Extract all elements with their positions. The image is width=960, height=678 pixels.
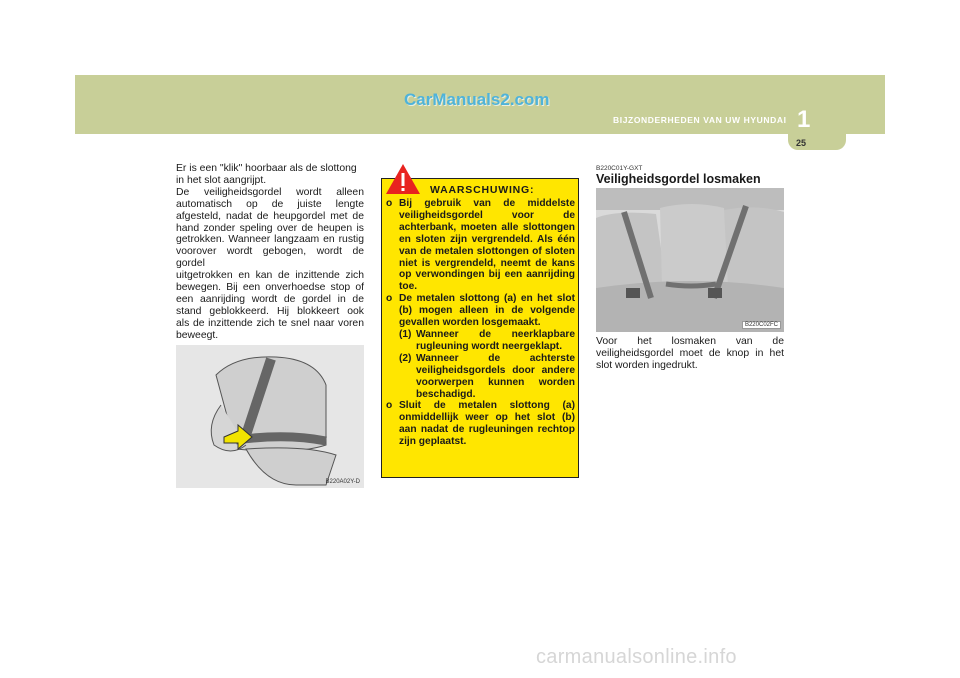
warning-item [386, 293, 575, 400]
seatbelt-paragraph [176, 163, 364, 342]
sub-item-text: Wanneer de neerklapbare rugleuning wordt neergeklapt. [416, 328, 575, 352]
section-title: Veiligheidsgordel losmaken [596, 172, 761, 186]
sub-item-text: Wanneer de achterste veiligheidsgordels door andere voorwerpen kunnen worden beschadigd. [416, 352, 575, 400]
paragraph-line: Er is een "klik" hoorbaar als de slottong [176, 163, 357, 174]
sub-item-number: (1) [399, 328, 412, 340]
rear-seat-drawing [596, 188, 784, 332]
paragraph-line: uitgetrokken en kan de inzittende zich [176, 270, 364, 282]
bullet: o [386, 198, 393, 209]
site-watermark[interactable]: CarManuals2.com [404, 90, 550, 109]
unfasten-paragraph: Voor het losmaken van de veiligheidsgordel moet de knop in het slot worden ingedrukt. [596, 336, 784, 371]
warning-item [386, 198, 575, 293]
page-number: 25 [796, 138, 807, 148]
warning-item-text: De metalen slottong (a) en het slot (b) mogen alleen in de volgende gevallen worden losgemaakt. [399, 293, 575, 329]
figure-code: B220A02Y-D [325, 479, 360, 485]
warning-sub-item [399, 329, 575, 353]
paragraph-line: De veiligheidsgordel wordt alleen [176, 186, 364, 198]
warning-sub-list [399, 329, 575, 400]
warning-sub-item [399, 353, 575, 401]
section-code: B220C01Y-GXT [596, 165, 643, 172]
paragraph-line: als de inzittende zich te snel naar voren [176, 317, 364, 329]
bullet: o [386, 293, 393, 305]
seatbelt-fastening-illustration [176, 345, 364, 488]
warning-item [386, 400, 575, 448]
paragraph-line: een aanrijding wordt de gordel in de [176, 293, 364, 305]
warning-title: WAARSCHUWING: [430, 184, 535, 196]
bullet: o [386, 400, 393, 412]
paragraph-line: hand zonder speling over de heupen is [176, 222, 364, 234]
warning-list [386, 198, 575, 448]
paragraph-line: stand geblokkeerd. Hij blokkeert ook [176, 305, 364, 317]
footer-watermark[interactable]: carmanualsonline.info [536, 646, 737, 668]
warning-item-text: Sluit de metalen slottong (a) onmiddellijk weer op het slot (b) aan nadat de rugleuningen rechtop zijn geplaatst. [399, 400, 575, 448]
paragraph-line: in het slot aangrijpt. [176, 174, 267, 186]
chapter-number: 1 [797, 106, 811, 133]
sub-item-number: (2) [399, 352, 412, 364]
person-seatbelt-drawing [176, 345, 364, 488]
paragraph-line: voorover wordt gebogen, wordt de gordel [176, 246, 364, 270]
chapter-title: BIJZONDERHEDEN VAN UW HYUNDAI [613, 115, 787, 125]
rear-seat-belts-photo [596, 188, 784, 332]
warning-item-text: Bij gebruik van de middelste veiligheidsgordel voor de achterbank, moeten alle slottongen en sloten zijn vergrendeld. Als één van de metalen slottongen of sloten niet is vergrendeld, neemt de kans op verwondingen bij een aanrijding toe. [399, 198, 575, 293]
figure-code: B220C02FC [742, 321, 781, 329]
paragraph-line: getrokken. Wanneer langzaam en rustig [176, 234, 364, 246]
paragraph-line: automatisch op de juiste lengte [176, 198, 364, 210]
paragraph-line: beweegt. [176, 329, 219, 341]
paragraph-line: bewegen. Bij een onverhoedse stop of [176, 282, 364, 294]
exclamation-warning-icon [385, 163, 421, 195]
paragraph-line: afgesteld, nadat de heupgordel met de [176, 210, 364, 222]
